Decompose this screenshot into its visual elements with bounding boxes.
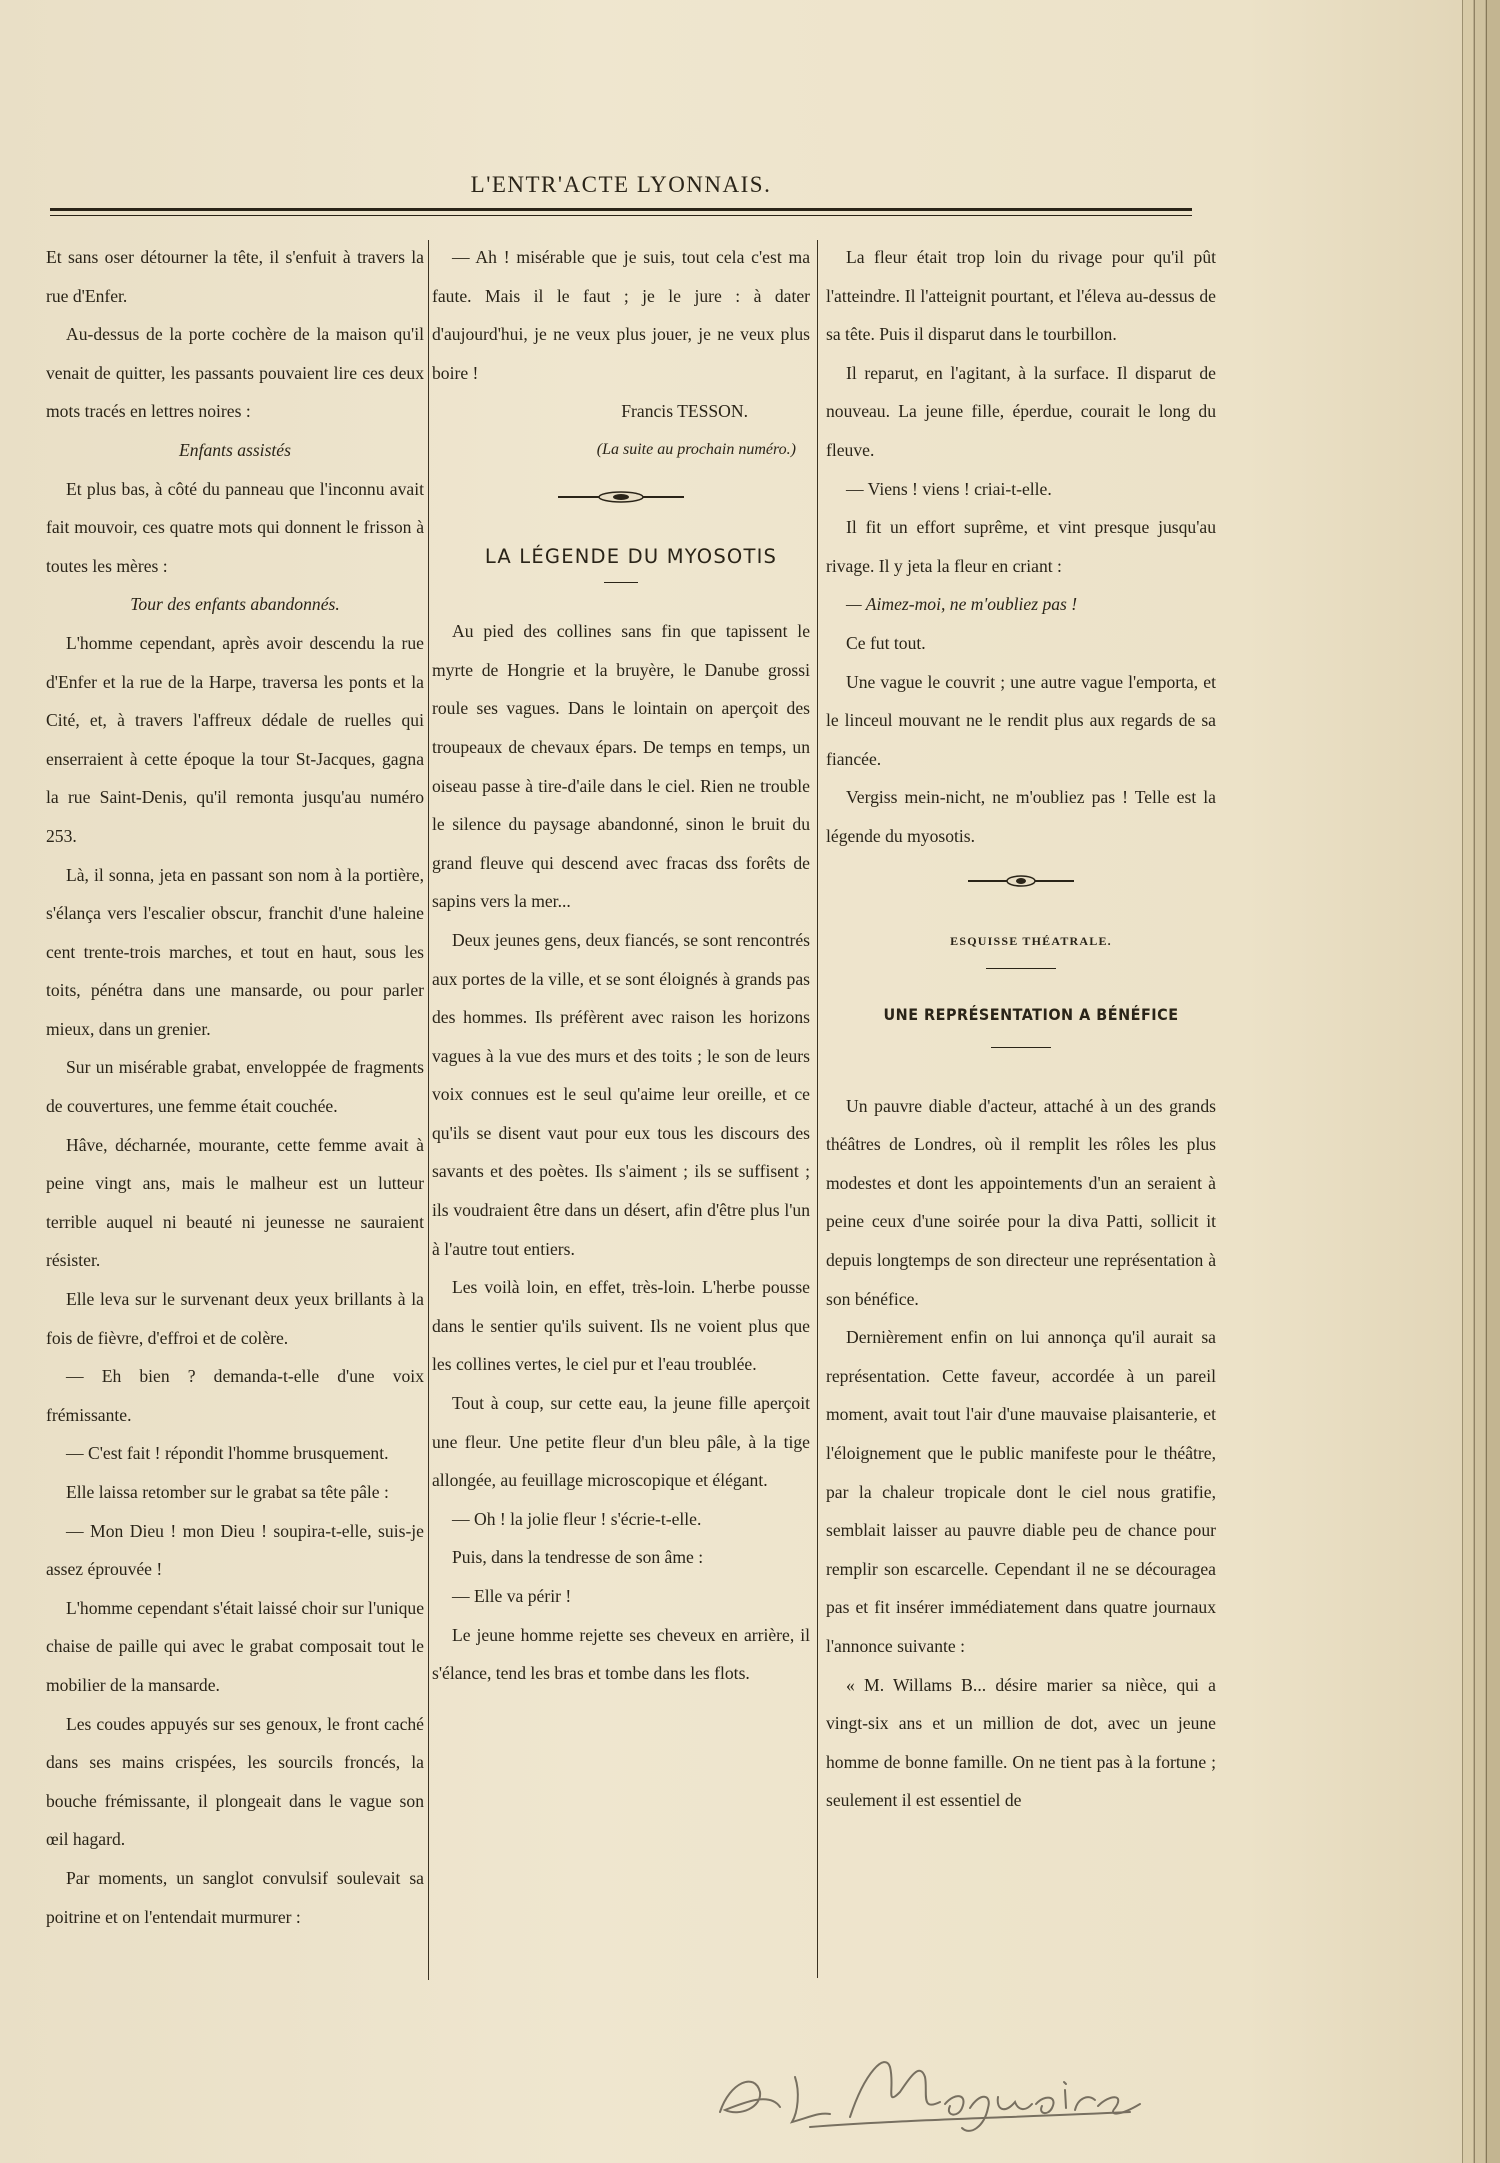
paragraph: Il fit un effort suprême, et vint presque jusqu'au rivage. Il y jeta la fleur en criant : — [826, 517, 1216, 576]
paragraph: Par moments, un sanglot convulsif soulevait sa poitrine et on l'entendait murmurer : — [46, 1867, 424, 1927]
paragraph: La fleur était trop loin du rivage pour qu'il pût l'atteindre. Il l'atteignit pourtant, et l'éleva au-dessus de sa tête. Puis il disparut dans le tourbillon. — [826, 247, 1216, 345]
paragraph: Au pied des collines sans fin que tapissent le myrte de Hongrie et la bruyère, le Danube grossi roule ses vagues. Dans le lointain on aperçoit des troupeaux de chevaux épars. De temps en temps, un oiseau passe à tire-d'aile dans le ciel. Rien ne trouble le silence du paysage abandonné, sinon le bruit du grand fleuve qui descend avec fracas dss forêts de sapins vers la mer... — [432, 621, 810, 912]
paragraph: Sur un misérable grabat, enveloppée de fragments de couvertures, une femme était couchée. — [46, 1057, 424, 1117]
page-edge — [1474, 0, 1485, 2163]
paragraph: Tout à coup, sur cette eau, la jeune fille aperçoit une fleur. Une petite fleur d'un bleu pâle, à la tige allongée, au feuillage microscopique et élégant. — [432, 1393, 810, 1491]
paragraph: Au-dessus de la porte cochère de la maison qu'il venait de quitter, les passants pouvaient lire ces deux mots tracés en lettres noires : — [46, 324, 424, 422]
paragraph: — Ah ! misérable que je suis, tout cela c'est ma faute. Mais il le faut ; je le jure : à dater d'aujourd'hui, je ne veux plus jouer, je ne veux plus boire ! — [432, 247, 810, 383]
article-title: LA LÉGENDE DU MYOSOTIS — [484, 544, 778, 568]
column-divider — [817, 240, 818, 1978]
paragraph: Les voilà loin, en effet, très-loin. L'herbe pousse dans le sentier qu'ils suivent. Ils ne voient plus que les collines vertes, le ciel pur et l'eau troublée. — [432, 1277, 810, 1375]
paragraph: — Eh bien ? demanda-t-elle d'une voix frémissante. — [46, 1366, 424, 1425]
title-rule — [991, 1047, 1051, 1048]
quoted-words: Enfants assistés — [179, 439, 291, 460]
paragraph: Elle leva sur le survenant deux yeux brillants à la fois de fièvre, d'effroi et de colère. — [46, 1289, 424, 1348]
title-rule — [604, 582, 638, 583]
paragraph: — Oh ! la jolie fleur ! s'écrie-t-elle. — [452, 1508, 702, 1529]
paragraph: Il reparut, en l'agitant, à la surface. Il disparut de nouveau. La jeune fille, éperdue, courait le long du fleuve. — [826, 362, 1216, 460]
paragraph: Une vague le couvrit ; une autre vague l'emporta, et le linceul mouvant ne le rendit plus aux regards de sa fiancée. — [826, 671, 1216, 769]
paragraph: L'homme cependant s'était laissé choir sur l'unique chaise de paille qui avec le grabat composait tout le mobilier de la mansarde. — [46, 1597, 424, 1695]
section-subhead: ESQUISSE THÉATRALE. — [950, 933, 1112, 948]
paragraph: — Viens ! viens ! criai-t-elle. — [846, 478, 1052, 499]
paragraph: Là, il sonna, jeta en passant son nom à la portière, s'élança vers l'escalier obscur, franchit d'une haleine cent trente-trois marches, et tout en haut, sous les toits, pénétra dans une mansarde, ou pour parler mieux, dans un grenier. — [46, 864, 424, 1039]
page-edge — [1462, 0, 1473, 2163]
paragraph: L'homme cependant, après avoir descendu la rue d'Enfer et la rue de la Harpe, traversa les ponts et la Cité, et, à travers l'affreux dédale de ruelles qui enserraient à cette époque la tour St-Jacques, gagna la rue Saint-Denis, qu'il remonta jusqu'au numéro 253. — [46, 632, 424, 846]
article-title: UNE REPRÉSENTATION A BÉNÉFICE — [883, 1005, 1179, 1025]
masthead-rule — [50, 208, 1192, 216]
paragraph: Le jeune homme rejette ses cheveux en arrière, il s'élance, tend les bras et tombe dans les flots. — [432, 1624, 810, 1684]
paragraph: Ce fut tout. — [846, 632, 926, 653]
ornament-divider — [432, 470, 810, 530]
paragraph: Un pauvre diable d'acteur, attaché à un des grands théâtres de Londres, où il remplit les rôles les plus modestes et dont les appointements d'un an seraient à peine ceux d'une soirée pour la diva Patti, sollicit it depuis longtemps de son directeur une représentation à son bénéfice. — [826, 1095, 1216, 1309]
page-edge — [1486, 0, 1500, 2163]
column-1 — [46, 238, 424, 1936]
paragraph: Et sans oser détourner la tête, il s'enfuit à travers la rue d'Enfer. — [46, 247, 424, 306]
column-2 — [432, 238, 810, 1693]
ornament-divider — [826, 856, 1216, 910]
paragraph: Et plus bas, à côté du panneau que l'inconnu avait fait mouvoir, ces quatre mots qui donnent le frisson à toutes les mères : — [46, 478, 424, 576]
masthead: L'ENTR'ACTE LYONNAIS. — [470, 172, 772, 197]
column-3 — [826, 238, 1216, 1820]
paragraph: Vergiss mein-nicht, ne m'oubliez pas ! Telle est la légende du myosotis. — [826, 787, 1216, 846]
paragraph: « M. Willams B... désire marier sa nièce, qui a vingt-six ans et un million de dot, avec un jeune homme de bonne famille. On ne tient pas à la fortune ; seulement il est essentiel de — [826, 1674, 1216, 1811]
paragraph: — Aimez-moi, ne m'oubliez pas ! — [846, 594, 1078, 615]
signature-drawing — [700, 2032, 1160, 2142]
paragraph: Puis, dans la tendresse de son âme : — [452, 1547, 704, 1568]
column-divider — [428, 240, 429, 1980]
paragraph: Elle laissa retomber sur le grabat sa tête pâle : — [66, 1482, 389, 1502]
paragraph: Les coudes appuyés sur ses genoux, le front caché dans ses mains crispées, les sourcils froncés, la bouche frémissante, il plongeait dans le vague son œil hagard. — [46, 1713, 424, 1850]
paragraph: — C'est fait ! répondit l'homme brusquement. — [66, 1443, 389, 1464]
continued-note: (La suite au prochain numéro.) — [596, 440, 796, 458]
paragraph: Hâve, décharnée, mourante, cette femme avait à peine vingt ans, mais le malheur est un lutteur terrible auquel ni beauté ni jeunesse ne sauraient résister. — [46, 1134, 424, 1271]
paragraph: Deux jeunes gens, deux fiancés, se sont rencontrés aux portes de la ville, et se sont éloignés à grands pas des hommes. Ils préfèrent avec raison les horizons vagues à la vue des murs et des toits ; le son de leurs voix connues est le seul qu'aime leur oreille, et ce qu'ils se disent vaut pour eux tous les discours des savants et des poètes. Ils s'aiment ; ils se suffisent ; ils voudraient être dans un désert, afin d'être plus l'un à l'autre tout entiers. — [432, 929, 810, 1259]
quoted-words: Tour des enfants abandonnés. — [130, 594, 340, 615]
author-signature: Francis TESSON. — [621, 401, 748, 422]
handwritten-signature — [700, 2032, 1160, 2142]
subhead-rule — [986, 968, 1056, 969]
paragraph: — Elle va périr ! — [452, 1586, 572, 1606]
paragraph: Dernièrement enfin on lui annonça qu'il aurait sa représentation. Cette faveur, accordée à un pareil moment, avait tout l'air d'une mauvaise plaisanterie, et l'éloignement que le public manifeste pour le théâtre, par la chaleur tropicale dont le ciel nous gratifie, semblait laisser au pauvre diable peu de chance pour remplir son escarcelle. Cependant il ne se découragea pas et fit insérer immédiatement dans quatre journaux l'annonce suivante : — [826, 1327, 1216, 1656]
paragraph: — Mon Dieu ! mon Dieu ! soupira-t-elle, suis-je assez éprouvée ! — [46, 1520, 424, 1580]
